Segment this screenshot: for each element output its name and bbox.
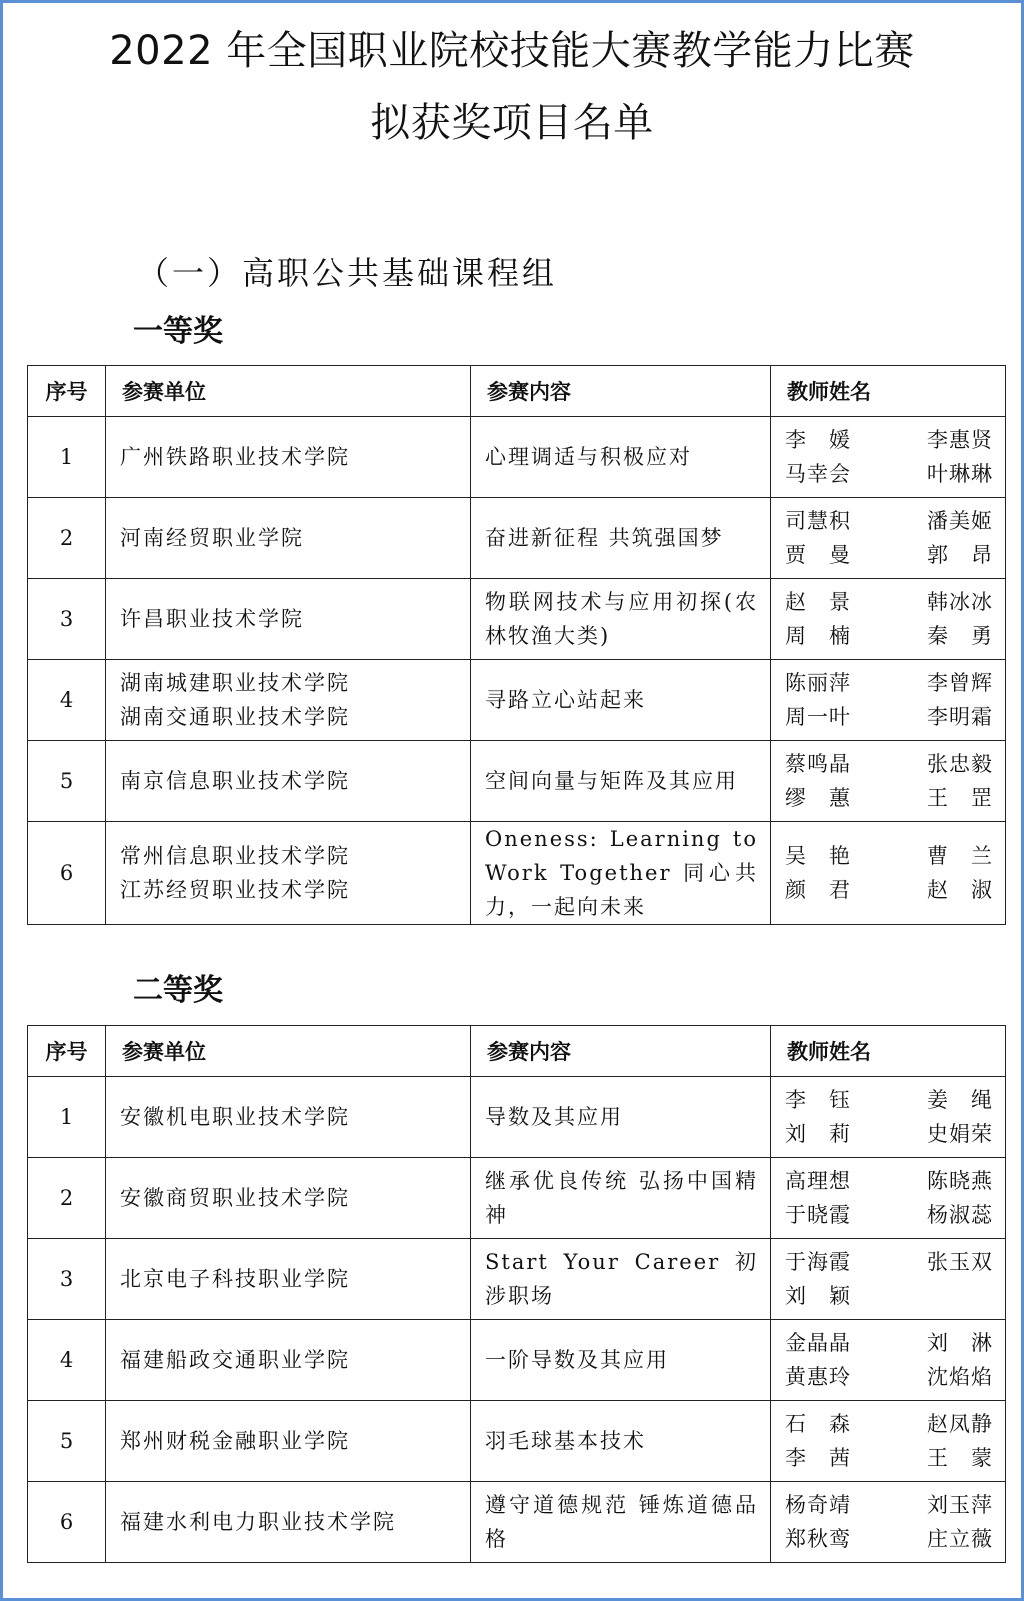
header-num: 序号 <box>28 366 106 417</box>
teacher-name: 庄立薇 <box>927 1527 993 1551</box>
document-title-line2: 拟获奖项目名单 <box>370 100 654 146</box>
teacher-name: 杨奇靖 <box>785 1493 851 1517</box>
teacher-names-cell <box>771 1320 1006 1401</box>
row-number: 3 <box>28 1239 106 1320</box>
participating-unit-cell <box>106 1158 471 1239</box>
teacher-pair <box>785 747 993 781</box>
header-unit: 参赛单位 <box>106 1026 471 1077</box>
participating-unit: 湖南城建职业技术学院 <box>120 671 350 695</box>
participating-unit-cell <box>106 1320 471 1401</box>
teacher-name: 马幸会 <box>785 462 851 486</box>
teacher-name: 姜 绳 <box>927 1088 993 1112</box>
table-row <box>28 579 1006 660</box>
header-unit: 参赛单位 <box>106 366 471 417</box>
teacher-name: 周一叶 <box>785 705 851 729</box>
teacher-pair <box>785 1279 993 1313</box>
teacher-name: 于晓霞 <box>785 1203 851 1227</box>
participating-unit-cell <box>106 1401 471 1482</box>
table-row <box>28 1239 1006 1320</box>
participating-unit: 许昌职业技术学院 <box>120 607 304 631</box>
header-content: 参赛内容 <box>471 1026 771 1077</box>
teacher-pair <box>785 538 993 572</box>
award-heading-first: 一等奖 <box>133 314 223 349</box>
teacher-name: 曹 兰 <box>927 844 993 868</box>
teacher-names-cell <box>771 417 1006 498</box>
section-title: （一）高职公共基础课程组 <box>137 254 558 292</box>
teacher-name: 李 钰 <box>785 1088 851 1112</box>
teacher-name: 郑秋鸾 <box>785 1527 851 1551</box>
row-number: 6 <box>28 1482 106 1563</box>
teacher-name: 司慧积 <box>785 509 851 533</box>
row-number: 3 <box>28 579 106 660</box>
teacher-name: 刘 淋 <box>927 1331 993 1355</box>
teacher-name: 韩冰冰 <box>927 590 993 614</box>
entry-content: Start Your Career 初涉职场 <box>471 1239 771 1320</box>
participating-unit: 广州铁路职业技术学院 <box>120 445 350 469</box>
teacher-name: 叶琳琳 <box>927 462 993 486</box>
teacher-pair <box>785 1488 993 1522</box>
teacher-name: 刘 颖 <box>785 1284 851 1308</box>
teacher-name: 蔡鸣晶 <box>785 752 851 776</box>
teacher-name: 吴 艳 <box>785 844 851 868</box>
teacher-name: 赵 淑 <box>927 878 993 902</box>
teacher-name: 王 罡 <box>927 786 993 810</box>
teacher-name: 高理想 <box>785 1169 851 1193</box>
teacher-name: 郭 昂 <box>927 543 993 567</box>
teacher-name: 赵凤静 <box>927 1412 993 1436</box>
award-heading-second: 二等奖 <box>133 973 223 1008</box>
participating-unit: 安徽商贸职业技术学院 <box>120 1186 350 1210</box>
participating-unit-cell <box>106 417 471 498</box>
teacher-name: 金晶晶 <box>785 1331 851 1355</box>
teacher-name: 赵 景 <box>785 590 851 614</box>
header-content: 参赛内容 <box>471 366 771 417</box>
teacher-name: 缪 蕙 <box>785 786 851 810</box>
participating-unit: 福建船政交通职业学院 <box>120 1348 350 1372</box>
table-header-row <box>28 366 1006 417</box>
header-teachers: 教师姓名 <box>771 366 1006 417</box>
teacher-name: 周 楠 <box>785 624 851 648</box>
teacher-name: 李明霜 <box>927 705 993 729</box>
teacher-pair <box>785 1245 993 1279</box>
teacher-pair <box>785 1360 993 1394</box>
row-number: 5 <box>28 741 106 822</box>
participating-unit-cell <box>106 1482 471 1563</box>
table-row <box>28 498 1006 579</box>
teacher-name: 李 媛 <box>785 428 851 452</box>
entry-content: Oneness: Learning to Work Together 同心共力，一起向未来 <box>471 822 771 925</box>
teacher-name: 张玉双 <box>927 1250 993 1274</box>
entry-content: 空间向量与矩阵及其应用 <box>471 741 771 822</box>
table-row <box>28 1482 1006 1563</box>
row-number: 4 <box>28 660 106 741</box>
teacher-name: 潘美姬 <box>927 509 993 533</box>
participating-unit: 河南经贸职业学院 <box>120 526 304 550</box>
teacher-name: 刘 莉 <box>785 1122 851 1146</box>
teacher-name: 李 茜 <box>785 1446 851 1470</box>
teacher-pair <box>785 585 993 619</box>
teacher-name: 李曾辉 <box>927 671 993 695</box>
teacher-pair <box>785 1083 993 1117</box>
row-number: 2 <box>28 1158 106 1239</box>
teacher-name: 秦 勇 <box>927 624 993 648</box>
entry-content: 寻路立心站起来 <box>471 660 771 741</box>
teacher-pair <box>785 504 993 538</box>
teacher-names-cell <box>771 822 1006 925</box>
row-number: 5 <box>28 1401 106 1482</box>
table-row <box>28 822 1006 925</box>
teacher-pair <box>785 457 993 491</box>
table-row <box>28 1077 1006 1158</box>
entry-content: 奋进新征程 共筑强国梦 <box>471 498 771 579</box>
teacher-name: 石 森 <box>785 1412 851 1436</box>
teacher-name: 杨淑蕊 <box>927 1203 993 1227</box>
row-number: 4 <box>28 1320 106 1401</box>
teacher-names-cell <box>771 1077 1006 1158</box>
participating-unit: 常州信息职业技术学院 <box>120 844 350 868</box>
participating-unit: 安徽机电职业技术学院 <box>120 1105 350 1129</box>
participating-unit-cell <box>106 822 471 925</box>
entry-content: 遵守道德规范 锤炼道德品格 <box>471 1482 771 1563</box>
teacher-pair <box>785 423 993 457</box>
table-row <box>28 1401 1006 1482</box>
teacher-names-cell <box>771 1482 1006 1563</box>
row-number: 1 <box>28 1077 106 1158</box>
participating-unit-cell <box>106 660 471 741</box>
row-number: 6 <box>28 822 106 925</box>
participating-unit: 北京电子科技职业学院 <box>120 1267 350 1291</box>
teacher-name: 贾 曼 <box>785 543 851 567</box>
teacher-name: 王 蒙 <box>927 1446 993 1470</box>
teacher-pair <box>785 1522 993 1556</box>
entry-content: 物联网技术与应用初探(农林牧渔大类) <box>471 579 771 660</box>
document-title-line1: 2022 年全国职业院校技能大赛教学能力比赛 <box>109 28 915 74</box>
teacher-pair <box>785 1441 993 1475</box>
participating-unit: 湖南交通职业技术学院 <box>120 705 350 729</box>
participating-unit-cell <box>106 579 471 660</box>
participating-unit-cell <box>106 1077 471 1158</box>
participating-unit: 福建水利电力职业技术学院 <box>120 1510 396 1534</box>
participating-unit: 郑州财税金融职业学院 <box>120 1429 350 1453</box>
teacher-name: 于海霞 <box>785 1250 851 1274</box>
teacher-names-cell <box>771 741 1006 822</box>
teacher-pair <box>785 1407 993 1441</box>
row-number: 2 <box>28 498 106 579</box>
teacher-name: 沈焰焰 <box>927 1365 993 1389</box>
teacher-pair <box>785 781 993 815</box>
teacher-pair <box>785 873 993 907</box>
teacher-name: 史娟荣 <box>927 1122 993 1146</box>
table-row <box>28 1158 1006 1239</box>
teacher-pair <box>785 1164 993 1198</box>
table-header-row <box>28 1026 1006 1077</box>
entry-content: 心理调适与积极应对 <box>471 417 771 498</box>
teacher-names-cell <box>771 1239 1006 1320</box>
teacher-names-cell <box>771 1401 1006 1482</box>
table-row <box>28 660 1006 741</box>
teacher-name: 陈晓燕 <box>927 1169 993 1193</box>
teacher-name: 颜 君 <box>785 878 851 902</box>
table-row <box>28 1320 1006 1401</box>
teacher-name: 陈丽萍 <box>785 671 851 695</box>
table-row <box>28 741 1006 822</box>
entry-content: 导数及其应用 <box>471 1077 771 1158</box>
row-number: 1 <box>28 417 106 498</box>
header-num: 序号 <box>28 1026 106 1077</box>
teacher-pair <box>785 1117 993 1151</box>
participating-unit: 江苏经贸职业技术学院 <box>120 878 350 902</box>
teacher-names-cell <box>771 498 1006 579</box>
participating-unit-cell <box>106 741 471 822</box>
table-row <box>28 417 1006 498</box>
teacher-pair <box>785 839 993 873</box>
entry-content: 继承优良传统 弘扬中国精神 <box>471 1158 771 1239</box>
teacher-name: 黄惠玲 <box>785 1365 851 1389</box>
participating-unit-cell <box>106 498 471 579</box>
participating-unit-cell <box>106 1239 471 1320</box>
teacher-names-cell <box>771 579 1006 660</box>
header-teachers: 教师姓名 <box>771 1026 1006 1077</box>
entry-content: 羽毛球基本技术 <box>471 1401 771 1482</box>
award-table-first <box>27 365 1006 925</box>
teacher-name: 张忠毅 <box>927 752 993 776</box>
teacher-pair <box>785 1326 993 1360</box>
teacher-names-cell <box>771 1158 1006 1239</box>
teacher-pair <box>785 1198 993 1232</box>
teacher-name: 刘玉萍 <box>927 1493 993 1517</box>
teacher-name: 李惠贤 <box>927 428 993 452</box>
participating-unit: 南京信息职业技术学院 <box>120 769 350 793</box>
teacher-pair <box>785 666 993 700</box>
teacher-pair <box>785 619 993 653</box>
teacher-names-cell <box>771 660 1006 741</box>
teacher-pair <box>785 700 993 734</box>
award-table-second <box>27 1025 1006 1563</box>
entry-content: 一阶导数及其应用 <box>471 1320 771 1401</box>
